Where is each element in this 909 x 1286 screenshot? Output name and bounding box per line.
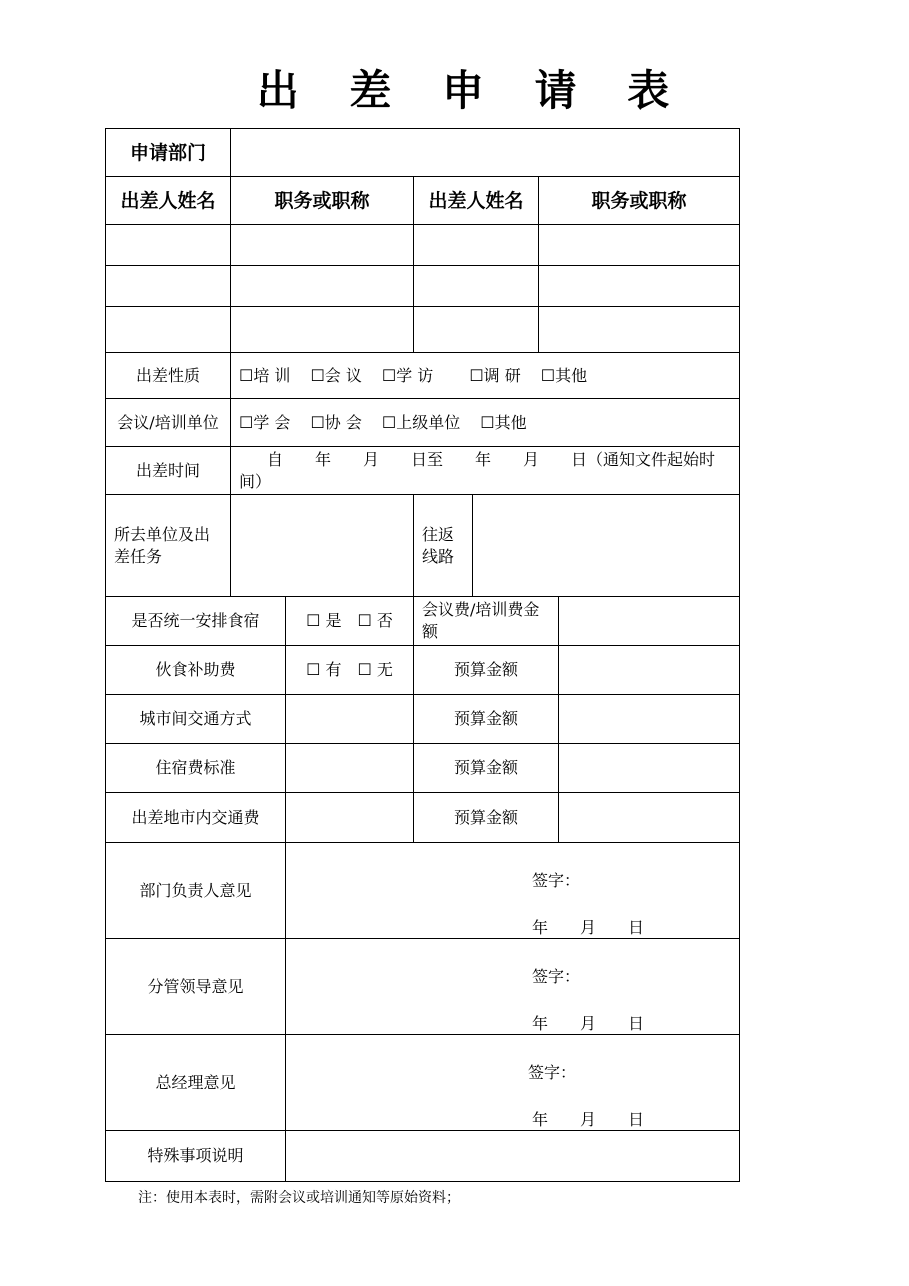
option-meeting[interactable]: ☐会 议 [310, 365, 362, 385]
trip-time-label: 出差时间 [105, 446, 231, 495]
route-input[interactable] [472, 494, 740, 597]
hotel-standard-label: 住宿费标准 [105, 743, 286, 793]
trip-nature-label: 出差性质 [105, 352, 231, 399]
signature-label: 签字： [532, 967, 581, 986]
option-other[interactable]: ☐其他 [480, 412, 527, 432]
option-training[interactable]: ☐培 训 [239, 365, 291, 385]
dept-input[interactable] [230, 128, 740, 177]
traveler-role-cell[interactable] [538, 265, 740, 307]
dept-label: 申请部门 [105, 128, 231, 177]
special-notes-input[interactable] [285, 1130, 740, 1182]
traveler-role-cell[interactable] [230, 306, 414, 353]
budget-input[interactable] [558, 694, 740, 744]
footnote: 注：使用本表时，需附会议或培训通知等原始资料； [138, 1190, 460, 1206]
budget-input[interactable] [558, 645, 740, 695]
traveler-role-cell[interactable] [538, 306, 740, 353]
signature-label: 签字： [532, 871, 581, 890]
traveler-role-cell[interactable] [230, 265, 414, 307]
application-form [105, 128, 740, 1182]
traveler-name-cell[interactable] [105, 306, 231, 353]
intercity-transport-input[interactable] [285, 694, 414, 744]
budget-input[interactable] [558, 743, 740, 793]
traveler-name-header-1: 出差人姓名 [105, 176, 231, 225]
traveler-role-header-1: 职务或职称 [230, 176, 414, 225]
traveler-name-cell[interactable] [105, 224, 231, 266]
dept-head-opinion-label: 部门负责人意见 [105, 842, 286, 939]
route-label: 往返线路 [413, 494, 473, 597]
trip-nature-options[interactable] [230, 352, 740, 399]
supervisor-opinion-label: 分管领导意见 [105, 938, 286, 1035]
option-other[interactable]: ☐其他 [540, 365, 588, 385]
budget-label: 预算金额 [413, 743, 559, 793]
meal-allowance-options[interactable]: ☐ 有 ☐ 无 [285, 645, 414, 695]
page-title: 出 差 申 请 表 [256, 66, 688, 115]
organizer-options[interactable] [230, 398, 740, 447]
destination-task-input[interactable] [230, 494, 414, 597]
hotel-standard-input[interactable] [285, 743, 414, 793]
local-transport-label: 出差地市内交通费 [105, 792, 286, 843]
date-label: 年 月 日 [532, 918, 645, 937]
destination-task-label: 所去单位及出差任务 [105, 494, 231, 597]
date-label: 年 月 日 [532, 1014, 645, 1033]
general-manager-opinion-box[interactable] [285, 1034, 740, 1131]
meeting-fee-input[interactable] [558, 596, 740, 646]
budget-input[interactable] [558, 792, 740, 843]
traveler-name-cell[interactable] [105, 265, 231, 307]
budget-label: 预算金额 [413, 645, 559, 695]
general-manager-opinion-label: 总经理意见 [105, 1034, 286, 1131]
budget-label: 预算金额 [413, 694, 559, 744]
option-research[interactable]: ☐调 研 [469, 365, 521, 385]
traveler-name-header-2: 出差人姓名 [413, 176, 539, 225]
meal-allowance-label: 伙食补助费 [105, 645, 286, 695]
meeting-fee-label: 会议费/培训费金额 [413, 596, 559, 646]
traveler-name-cell[interactable] [413, 224, 539, 266]
option-association[interactable]: ☐协 会 [310, 412, 362, 432]
budget-label: 预算金额 [413, 792, 559, 843]
dept-head-opinion-box[interactable] [285, 842, 740, 939]
traveler-name-cell[interactable] [413, 265, 539, 307]
intercity-transport-label: 城市间交通方式 [105, 694, 286, 744]
organizer-label: 会议/培训单位 [105, 398, 231, 447]
supervisor-opinion-box[interactable] [285, 938, 740, 1035]
special-notes-label: 特殊事项说明 [105, 1130, 286, 1182]
traveler-role-cell[interactable] [538, 224, 740, 266]
traveler-role-cell[interactable] [230, 224, 414, 266]
option-society[interactable]: ☐学 会 [239, 412, 291, 432]
traveler-role-header-2: 职务或职称 [538, 176, 740, 225]
local-transport-input[interactable] [285, 792, 414, 843]
traveler-name-cell[interactable] [413, 306, 539, 353]
option-superior-unit[interactable]: ☐上级单位 [381, 412, 461, 432]
lodging-options[interactable]: ☐ 是 ☐ 否 [285, 596, 414, 646]
date-label: 年 月 日 [532, 1110, 645, 1129]
option-visit[interactable]: ☐学 访 [381, 365, 434, 385]
trip-time-field[interactable]: 自 年 月 日至 年 月 日（通知文件起始时间） [230, 446, 740, 495]
signature-label: 签字： [528, 1063, 577, 1082]
lodging-label: 是否统一安排食宿 [105, 596, 286, 646]
